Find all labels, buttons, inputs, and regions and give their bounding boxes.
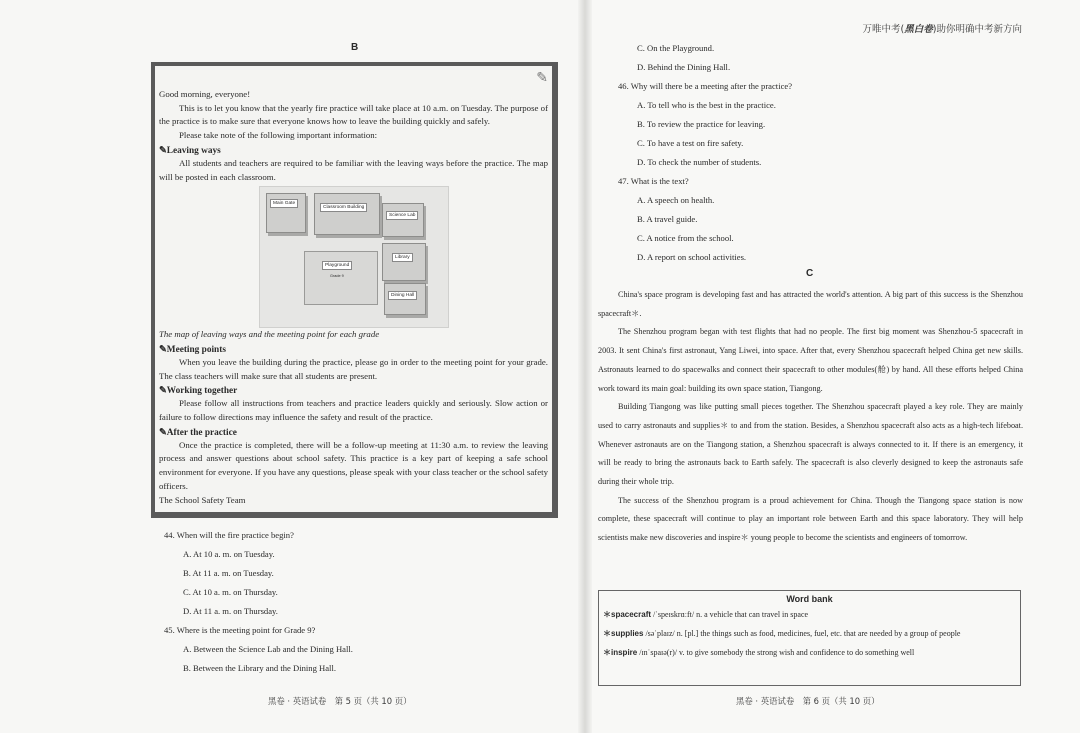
pencil-icon: ✎ (159, 145, 167, 156)
meeting-points-text: When you leave the building during the practice, please go in order to the meeting point for your grade. The class teachers will make sure that all students are present. (159, 356, 548, 381)
question-46-option-d: D. To check the number of students. (637, 157, 762, 167)
notice-greeting: Good morning, everyone! (159, 89, 251, 99)
map-label-classroom-building: Classroom Building (320, 203, 367, 212)
working-together-text: Please follow all instructions from teachers and practice leaders quickly and seriously. Slow action or failure to follow directions may influence the safety and result of the practice. (159, 398, 548, 423)
pencil-icon: ✎ (159, 344, 167, 355)
question-44-option-b: B. At 11 a. m. on Tuesday. (183, 568, 274, 578)
passage-paragraph: The success of the Shenzhou program is a proud achievement for China. Though the Tiangong space station is now complete, these spacecraft will continue to play an important role between Earth and this space laboratory. They will help scientists make new discoveries and inspire＊ young people to become the scientists and engineers of tomorrow. (598, 495, 1023, 543)
leaving-ways-text: All students and teachers are required to be familiar with the leaving ways before the practice. The map will be posted in each classroom. (159, 157, 548, 182)
question-47-option-d: D. A report on school activities. (637, 252, 747, 262)
map-label-grade: Grade 9 (330, 274, 344, 279)
page-fold (578, 0, 592, 733)
word-bank (598, 590, 1021, 686)
question-46: 46. Why will there be a meeting after the practice? (618, 81, 793, 91)
passage-paragraph: China's space program is developing fast and has attracted the world's attention. A big part of this success is the Shenzhou spacecraft＊. (598, 290, 1023, 318)
word-bank-entry: ＊supplies /səˈplaɪz/ n. [pl.] the things such as food, medicines, fuel, etc. that are needed by a group of people (603, 629, 961, 638)
notice-signature: The School Safety Team (159, 494, 246, 505)
passage-paragraph: Building Tiangong was like putting small pieces together. The Shenzhou spacecraft played a key role. They are mainly used to carry astronauts and supplies＊ to and from the station. Besides, a Shenzhou spacecraft also acts as a high-tech lifeboat. Whenever astronauts are on the Tiangong station, a Shenzhou spacecraft is always connected to it. If there is an emergency, it will be ready to bring the astronauts back to Earth safely. The spacecraft is also cleverly designed to keep the astronauts safe during their whole trip. (598, 402, 1023, 487)
question-47-option-a: A. A speech on health. (637, 195, 715, 205)
notice-intro-2: Please take note of the following important information: (179, 130, 378, 141)
question-46-option-a: A. To tell who is the best in the practice. (637, 100, 776, 110)
map-label-science-lab: Science Lab (386, 211, 418, 220)
header-brand: 万唯中考 (862, 24, 901, 35)
question-45-option-a: A. Between the Science Lab and the Dining Hall. (183, 644, 353, 654)
question-44-option-d: D. At 11 a. m. on Thursday. (183, 606, 278, 616)
map-caption: The map of leaving ways and the meeting point for each grade (159, 329, 380, 340)
right-page-footer: 黑卷 · 英语试卷 第 6 页（共 10 页） (736, 696, 880, 706)
question-44-option-a: A. At 10 a. m. on Tuesday. (183, 549, 275, 559)
page-header: 万唯中考(黑白卷)助你明确中考新方向 (862, 24, 1022, 35)
after-practice-text: Once the practice is completed, there will be a follow-up meeting at 11:30 a.m. to review the leaving process and answer questions about school safety. This practice is a key part of keeping a safe school environment for everyone. If you have any questions, please speak with your class teacher or the school safety officers. (159, 439, 548, 491)
question-44-option-c: C. At 10 a. m. on Thursday. (183, 587, 278, 597)
megaphone-icon: ✎ (536, 71, 548, 86)
question-45: 45. Where is the meeting point for Grade 9? (164, 625, 316, 635)
science-lab-building (382, 203, 424, 237)
question-46-option-c: C. To have a test on fire safety. (637, 138, 744, 148)
question-47: 47. What is the text? (618, 176, 689, 186)
section-b-label: B (351, 42, 359, 53)
question-45-option-c: C. On the Playground. (637, 43, 715, 53)
pencil-icon: ✎ (159, 386, 167, 397)
question-45-option-b: B. Between the Library and the Dining Hall. (183, 663, 336, 673)
question-45-option-d: D. Behind the Dining Hall. (637, 62, 731, 72)
pencil-icon: ✎ (159, 427, 167, 438)
header-tag: 黑白卷 (904, 24, 933, 35)
section-c-label: C (806, 268, 814, 279)
map-label-dining-hall: Dining Hall (388, 291, 417, 300)
header-slogan: 助你明确中考新方向 (936, 24, 1022, 35)
meeting-points-heading: ✎Meeting points (159, 344, 226, 355)
map-label-main-gate: Main Gate (270, 199, 298, 208)
left-page-footer: 黑卷 · 英语试卷 第 5 页（共 10 页） (268, 696, 412, 706)
word-bank-entry: ＊inspire /ɪnˈspaɪə(r)/ v. to give somebody the strong wish and confidence to do something well (603, 648, 915, 657)
leaving-ways-heading: ✎Leaving ways (159, 145, 221, 156)
question-47-option-b: B. A travel guide. (637, 214, 698, 224)
passage-paragraph: The Shenzhou program began with test flights that had no people. The first big moment was Shenzhou-5 spacecraft in 2003. It sent China's first astronaut, Yang Liwei, into space. After that, every Shenzhou spacecraft helped China get new skills. Astronauts learned to do spacewalks and connect their spacecraft to other modules(舱) by hand. All these efforts helped China work toward its main goal: building its own space station, Tiangong. (598, 327, 1023, 393)
notice-intro: This is to let you know that the yearly fire practice will take place at 10 a.m. on Tuesday. The purpose of the practice is to make sure that everyone knows how to leave the building quickly and safely. (159, 102, 548, 127)
passage-c (598, 286, 1023, 548)
word-bank-title: Word bank (786, 594, 833, 604)
fire-practice-notice (151, 62, 558, 518)
after-practice-heading: ✎After the practice (159, 427, 237, 438)
map-label-library: Library (392, 253, 413, 262)
library-building (382, 243, 426, 281)
working-together-heading: ✎Working together (159, 386, 238, 397)
word-bank-entry: ＊spacecraft /ˈspeɪskrɑːft/ n. a vehicle that can travel in space (603, 610, 809, 619)
question-46-option-b: B. To review the practice for leaving. (637, 119, 766, 129)
evacuation-map (259, 186, 449, 328)
map-label-playground: Playground (322, 261, 352, 270)
question-47-option-c: C. A notice from the school. (637, 233, 734, 243)
question-44: 44. When will the fire practice begin? (164, 530, 294, 540)
classroom-building (314, 193, 380, 235)
